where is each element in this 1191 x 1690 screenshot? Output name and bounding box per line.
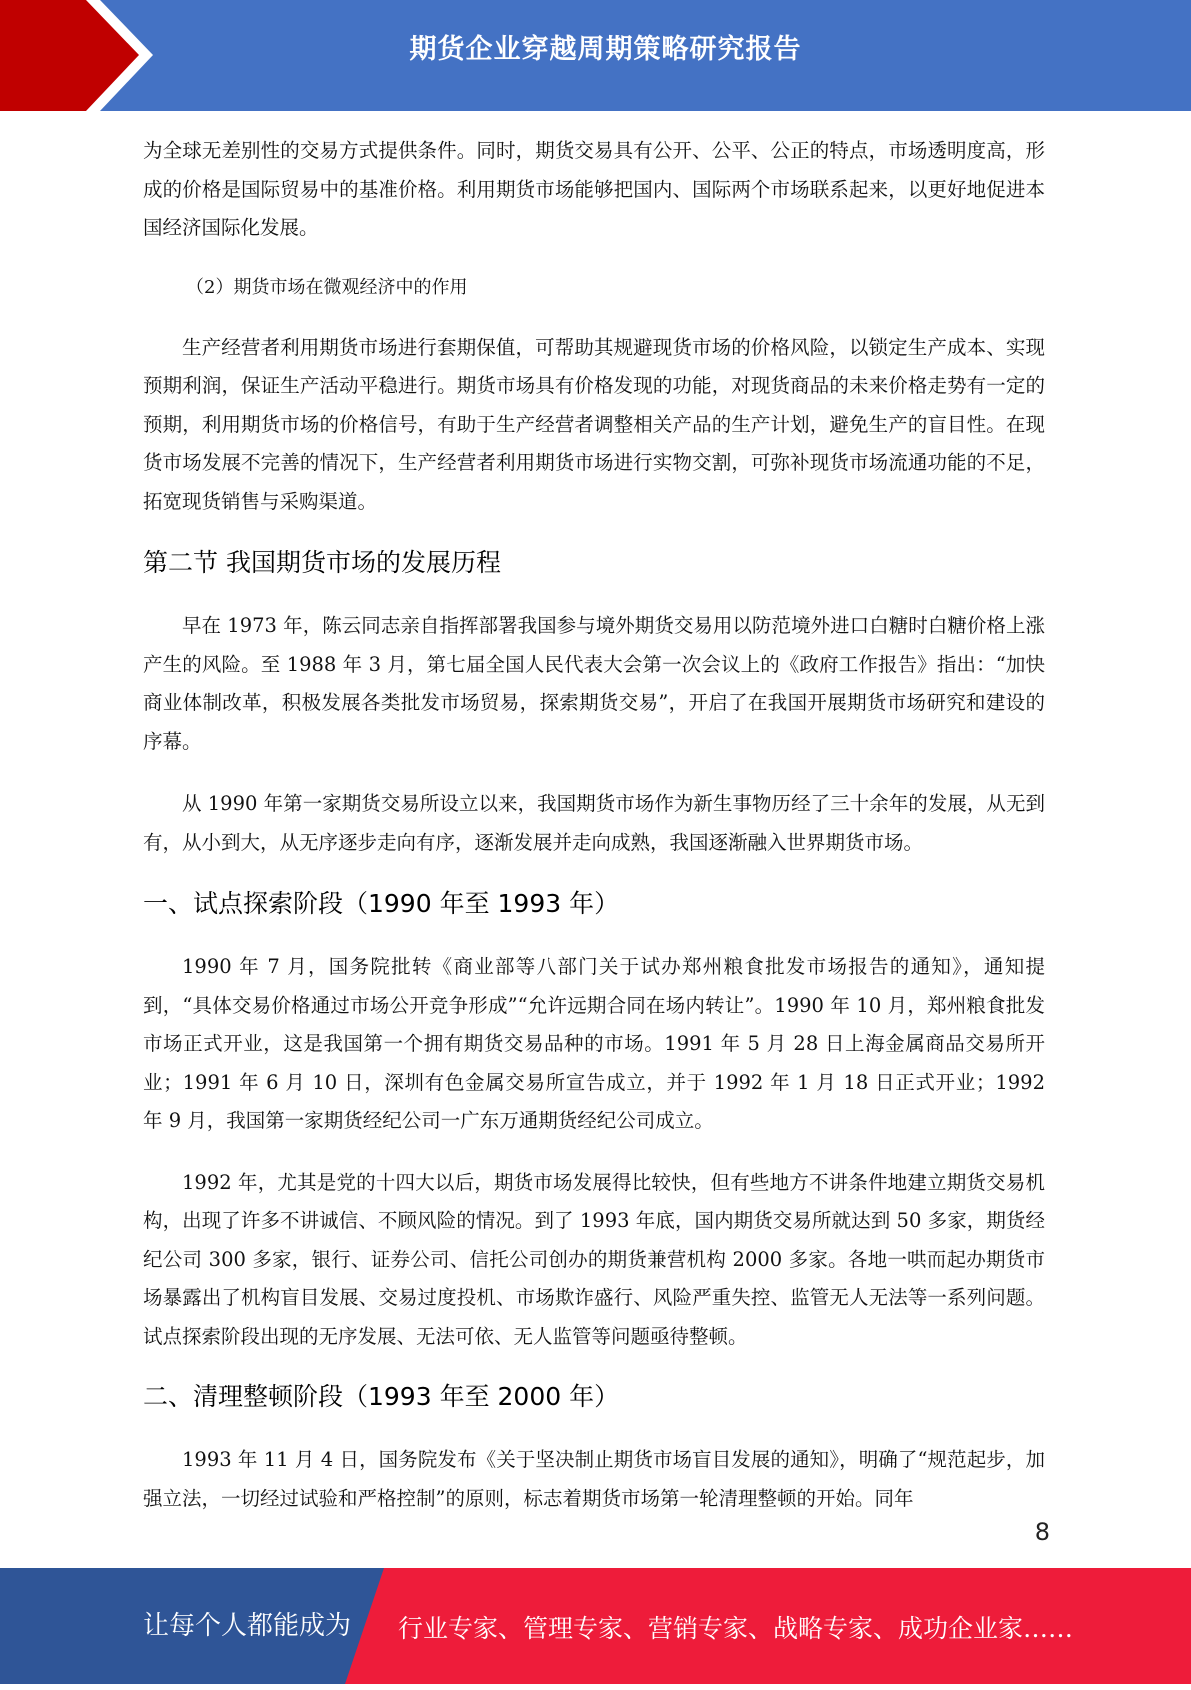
paragraph-pilot-2: 1992 年，尤其是党的十四大以后，期货市场发展得比较快，但有些地方不讲条件地建立期货交易机构，出现了许多不讲诚信、不顾风险的情况。到了 1993 年底，国内期货交易所就达到 50 多家，期货经纪公司 300 多家，银行、证券公司、信托公司创办的期货兼营机构 2000 多家。各地一哄而起办期货市场暴露出了机构盲目发展、交易过度投机、市场欺诈盛行、风险严重失控、监管无人无法等一系列问题。试点探索阶段出现的无序发展、无法可依、无人监管等问题亟待整顿。 — [143, 1170, 1045, 1348]
footer-banner — [0, 1568, 1191, 1684]
page-number: 8 — [1034, 1518, 1050, 1546]
page-content — [143, 132, 1045, 1518]
paragraph-history-intro: 早在 1973 年，陈云同志亲自指挥部署我国参与境外期货交易用以防范境外进口白糖时白糖价格上涨产生的风险。至 1988 年 3 月，第七届全国人民代表大会第一次会议上的《政府工作报告》指出：“加快商业体制改革，积极发展各类批发市场贸易，探索期货交易”，开启了在我国开展期货市场研究和建设的序幕。 — [143, 614, 1045, 753]
stage-heading-rectification: 二、清理整顿阶段（1993 年至 2000 年） — [143, 1382, 620, 1411]
paragraph-continuation: 为全球无差别性的交易方式提供条件。同时，期货交易具有公开、公平、公正的特点，市场透明度高，形成的价格是国际贸易中的基准价格。利用期货市场能够把国内、国际两个市场联系起来，以更好地促进本国经济国际化发展。 — [143, 139, 1045, 239]
paragraph-history-overview: 从 1990 年第一家期货交易所设立以来，我国期货市场作为新生事物历经了三十余年的发展，从无到有，从小到大，从无序逐步走向有序，逐渐发展并走向成熟，我国逐渐融入世界期货市场。 — [143, 792, 1045, 854]
footer-slogan-left: 让每个人都能成为 — [143, 1611, 352, 1641]
sub-item-label: （2）期货市场在微观经济中的作用 — [186, 276, 468, 298]
section-heading: 第二节 我国期货市场的发展历程 — [143, 548, 501, 577]
paragraph-micro-role: 生产经营者利用期货市场进行套期保值，可帮助其规避现货市场的价格风险，以锁定生产成本、实现预期利润，保证生产活动平稳进行。期货市场具有价格发现的功能，对现货商品的未来价格走势有一定的预期，利用期货市场的价格信号，有助于生产经营者调整相关产品的生产计划，避免生产的盲目性。在现货市场发展不完善的情况下，生产经营者利用期货市场进行实物交割，可弥补现货市场流通功能的不足，拓宽现货销售与采购渠道。 — [143, 335, 1045, 513]
header-banner — [0, 0, 1191, 111]
report-title: 期货企业穿越周期策略研究报告 — [409, 34, 802, 65]
footer-slogan-right: 行业专家、管理专家、营销专家、战略专家、成功企业家…… — [398, 1614, 1074, 1643]
stage-heading-pilot: 一、试点探索阶段（1990 年至 1993 年） — [143, 889, 620, 918]
paragraph-pilot-1: 1990 年 7 月，国务院批转《商业部等八部门关于试办郑州粮食批发市场报告的通知》，通知提到，“具体交易价格通过市场公开竞争形成”“允许远期合同在场内转让”。1990 年 10 月，郑州粮食批发市场正式开业，这是我国第一个拥有期货交易品种的市场。1991 年 5 月 28 日上海金属商品交易所开业；1991 年 6 月 10 日，深圳有色金属交易所宣告成立，并于 1992 年 1 月 18 日正式开业；1992 年 9 月，我国第一家期货经纪公司一广东万通期货经纪公司成立。 — [143, 955, 1045, 1132]
paragraph-rectification: 1993 年 11 月 4 日，国务院发布《关于坚决制止期货市场盲目发展的通知》，明确了“规范起步，加强立法，一切经过试验和严格控制”的原则，标志着期货市场第一轮清理整顿的开始。同年 — [143, 1448, 1045, 1510]
